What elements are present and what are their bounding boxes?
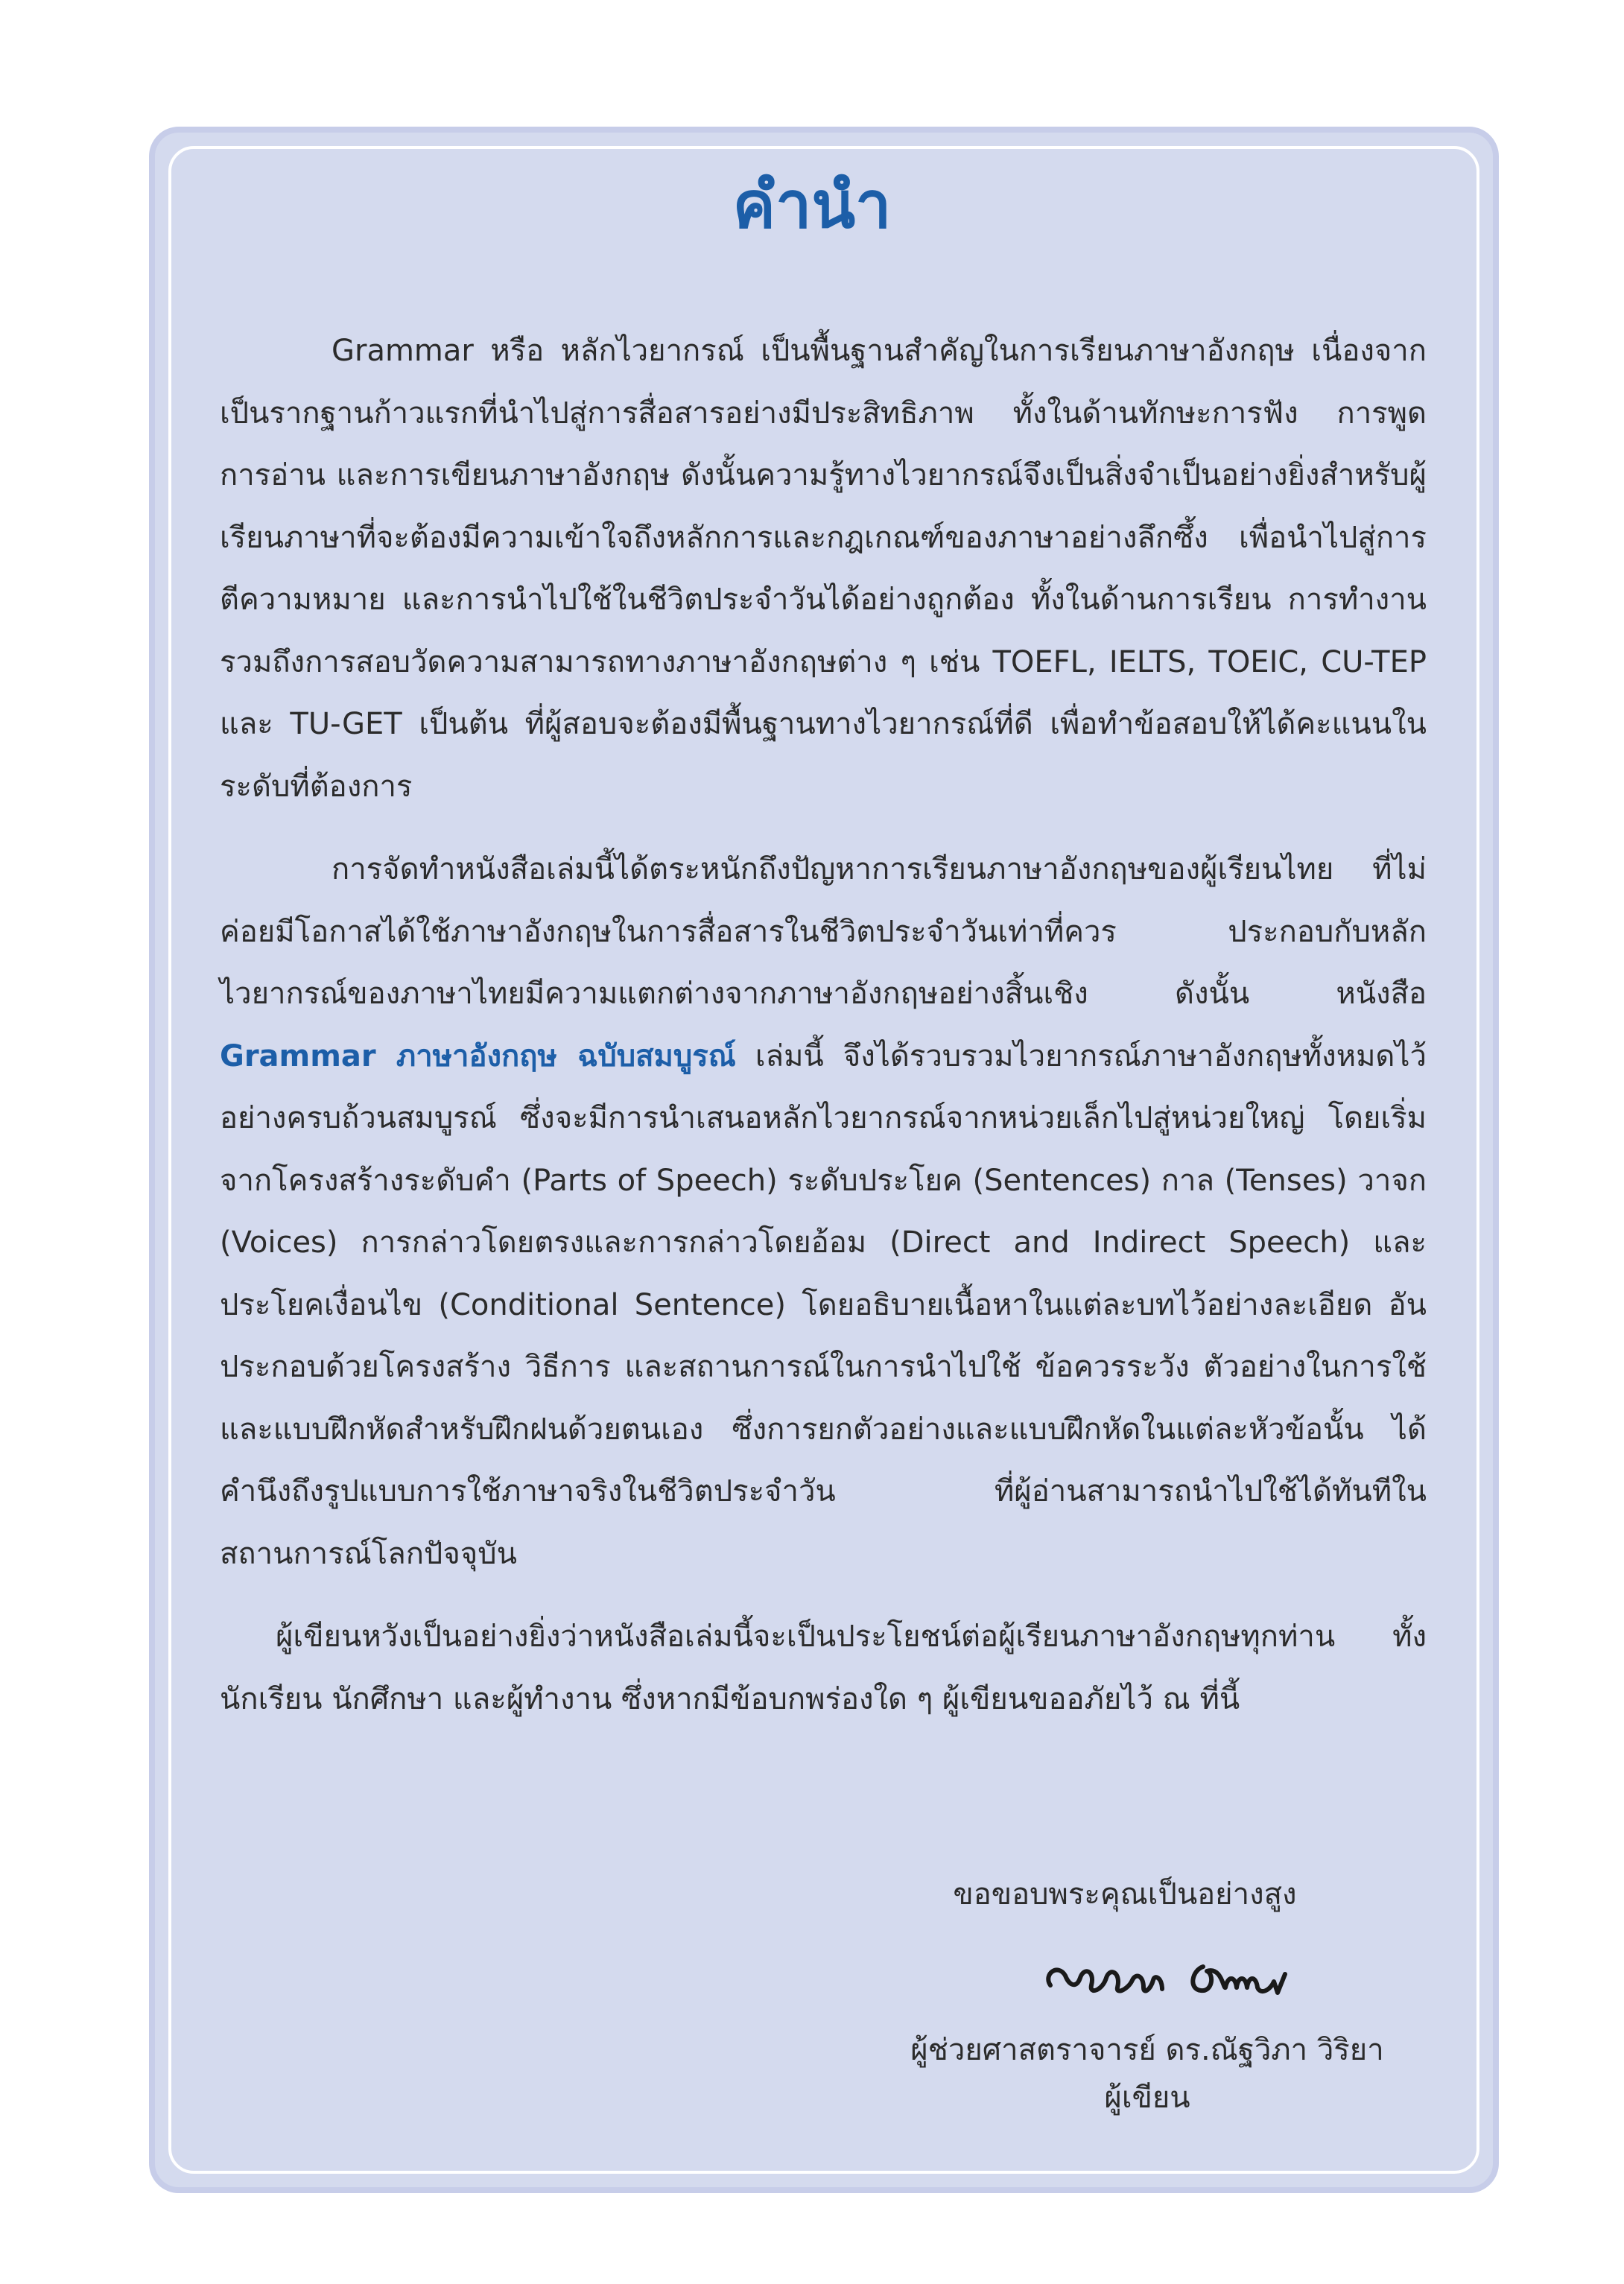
paragraph-2-text-before: การจัดทำหนังสือเล่มนี้ได้ตระหนักถึงปัญหาการเรียนภาษาอังกฤษของผู้เรียนไทย ที่ไม่ค่อยมีโอกาสได้ใช้ภาษาอังกฤษในการสื่อสารในชีวิตประจำวันเท่าที่ควร ประกอบกับหลักไวยากรณ์ของภาษาไทยมีความแตกต่างจากภาษาอังกฤษอย่างสิ้นเชิง ดังนั้น หนังสือ [220, 852, 1427, 1011]
author-role: ผู้เขียน [1104, 2081, 1190, 2115]
author-block [864, 2026, 1430, 2122]
page-title: คำนำ [732, 168, 892, 243]
paragraph-2-text-after: เล่มนี้ จึงได้รวบรวมไวยากรณ์ภาษาอังกฤษทั้งหมดไว้อย่างครบถ้วนสมบูรณ์ ซึ่งจะมีการนำเสนอหลักไวยากรณ์จากหน่วยเล็กไปสู่หน่วยใหญ่ โดยเริ่มจากโครงสร้างระดับคำ (Parts of Speech) ระดับประโยค (Sentences) กาล (Tenses) วาจก (Voices) การกล่าวโดยตรงและการกล่าวโดยอ้อม (Direct and Indirect Speech) และประโยคเงื่อนไข (Conditional Sentence) โดยอธิบายเนื้อหาในแต่ละบทไว้อย่างละเอียด อันประกอบด้วยโครงสร้าง วิธีการ และสถานการณ์ในการนำไปใช้ ข้อควรระวัง ตัวอย่างในการใช้ และแบบฝึกหัดสำหรับฝึกฝนด้วยตนเอง ซึ่งการยกตัวอย่างและแบบฝึกหัดในแต่ละหัวข้อนั้น ได้คำนึงถึงรูปแบบการใช้ภาษาจริงในชีวิตประจำวัน ที่ผู้อ่านสามารถนำไปใช้ได้ทันทีในสถานการณ์โลกปัจจุบัน [220, 1038, 1427, 1571]
closing-thanks: ขอขอบพระคุณเป็นอย่างสูง [953, 1877, 1297, 1912]
handwritten-signature-image [1035, 1944, 1304, 2011]
paragraph-3: ผู้เขียนหวังเป็นอย่างยิ่งว่าหนังสือเล่มนี้จะเป็นประโยชน์ต่อผู้เรียนภาษาอังกฤษทุกท่าน ทั้งนักเรียน นักศึกษา และผู้ทำงาน ซึ่งหากมีข้อบกพร่องใด ๆ ผู้เขียนขออภัยไว้ ณ ที่นี้ [220, 1620, 1427, 1716]
book-title-highlight: Grammar ภาษาอังกฤษ ฉบับสมบูรณ์ [220, 1038, 736, 1073]
author-name: ผู้ช่วยศาสตราจารย์ ดร.ณัฐวิภา วิริยา [910, 2033, 1384, 2067]
preface-body [220, 320, 1427, 1751]
paragraph-2 [220, 839, 1427, 1585]
paragraph-1: Grammar หรือ หลักไวยากรณ์ เป็นพื้นฐานสำคัญในการเรียนภาษาอังกฤษ เนื่องจากเป็นรากฐานก้าวแรกที่นำไปสู่การสื่อสารอย่างมีประสิทธิภาพ ทั้งในด้านทักษะการฟัง การพูด การอ่าน และการเขียนภาษาอังกฤษ ดังนั้นความรู้ทางไวยากรณ์จึงเป็นสิ่งจำเป็นอย่างยิ่งสำหรับผู้เรียนภาษาที่จะต้องมีความเข้าใจถึงหลักการและกฎเกณฑ์ของภาษาอย่างลึกซึ้ง เพื่อนำไปสู่การตีความหมาย และการนำไปใช้ในชีวิตประจำวันได้อย่างถูกต้อง ทั้งในด้านการเรียน การทำงาน รวมถึงการสอบวัดความสามารถทางภาษาอังกฤษต่าง ๆ เช่น TOEFL, IELTS, TOEIC, CU-TEP และ TU-GET เป็นต้น ที่ผู้สอบจะต้องมีพื้นฐานทางไวยากรณ์ที่ดี เพื่อทำข้อสอบให้ได้คะแนนในระดับที่ต้องการ [220, 334, 1427, 804]
